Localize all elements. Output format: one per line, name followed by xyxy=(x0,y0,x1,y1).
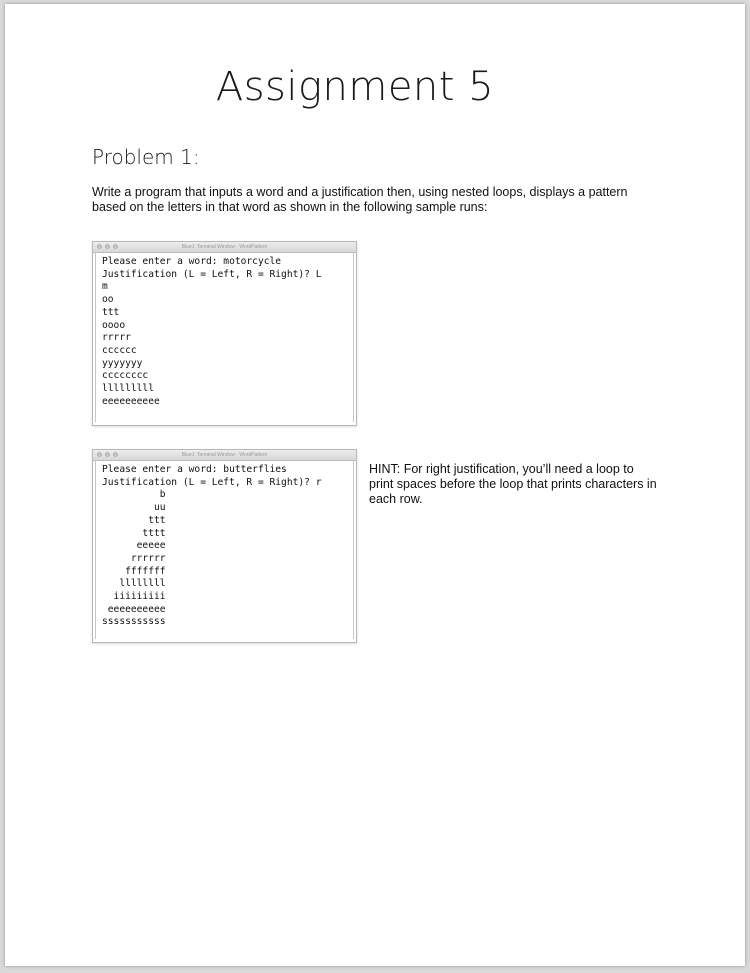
instructions-paragraph: Write a program that inputs a word and a justification then, using nested loops, displays a pattern based on the letters in that word as shown in the following sample runs: xyxy=(92,185,628,214)
terminal-body xyxy=(95,253,354,422)
terminal-window-sample-2 xyxy=(92,449,357,643)
hint-text: HINT: For right justification, you’ll need a loop to print spaces before the loop that prints characters in each row. xyxy=(369,462,657,506)
terminal-output: Please enter a word: motorcycle Justification (L = Left, R = Right)? L m oo ttt oooo rrrrr cccccc yyyyyyy cccccccc lllllllll eeeeeeeeee xyxy=(102,256,322,407)
terminal-window-sample-1 xyxy=(92,241,357,426)
document-page xyxy=(5,4,745,966)
assignment-title: Assignment 5 xyxy=(215,64,495,110)
terminal-titlebar xyxy=(93,450,356,461)
terminal-window-title: BlueJ: Terminal Window - WordPattern xyxy=(181,244,268,250)
terminal-output: Please enter a word: butterflies Justification (L = Left, R = Right)? r b uu ttt tttt eeeee rrrrrr fffffff llllllll iiiiiiiii eeeeeeeeee sssssssssss xyxy=(102,464,322,628)
terminal-window-title: BlueJ: Terminal Window - WordPattern xyxy=(181,452,268,458)
problem-heading: Problem 1: xyxy=(92,145,200,169)
terminal-body xyxy=(95,461,354,639)
terminal-titlebar xyxy=(93,242,356,253)
